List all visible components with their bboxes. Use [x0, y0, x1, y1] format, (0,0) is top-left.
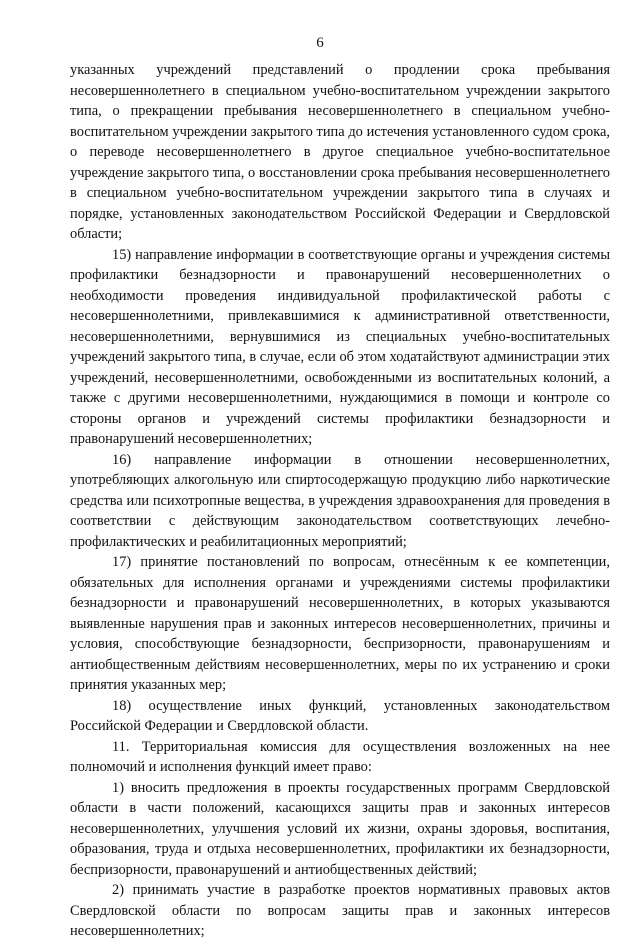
paragraph-item-15: 15) направление информации в соответствующие органы и учреждения системы профилактики безнадзорности и правонарушений несовершеннолетних о необходимости проведения индивидуальной профилактической работы с несовершеннолетними, привлекавшимися к административной ответственности, несовершеннолетними, вернувшимися из специальных учебно-воспитательных учреждений закрытого типа, в случае, если об этом ходатайствуют администрации этих учреждений, несовершеннолетними, освобожденными из воспитательных колоний, а также с другими несовершеннолетними, нуждающимися в помощи и контроле со стороны органов и учреждений системы профилактики безнадзорности и правонарушений несовершеннолетних; [70, 246, 610, 447]
document-body [70, 60, 610, 942]
paragraph-item-18: 18) осуществление иных функций, установленных законодательством Российской Федерации и Свердловской области. [70, 697, 610, 734]
paragraph-section-11: 11. Территориальная комиссия для осуществления возложенных на нее полномочий и исполнения функций имеет право: [70, 738, 610, 775]
page-number: 6 [316, 35, 324, 51]
paragraph-item-17: 17) принятие постановлений по вопросам, отнесённым к ее компетенции, обязательных для исполнения органами и учреждениями системы профилактики безнадзорности и правонарушений несовершеннолетних, в которых указываются выявленные нарушения прав и законных интересов несовершеннолетних, причины и условия, способствующие безнадзорности, беспризорности, правонарушениям и антиобщественным действиям несовершеннолетних, меры по их устранению и сроки принятия указанных мер; [70, 554, 610, 693]
paragraph-continuation: указанных учреждений представлений о продлении срока пребывания несовершеннолетнего в специальном учебно-воспитательном учреждении закрытого типа, о прекращении пребывания несовершеннолетнего в специальном учебно-воспитательном учреждении закрытого типа до истечения установленного судом срока, о переводе несовершеннолетнего в другое специальное учебно-воспитательное учреждение закрытого типа, о восстановлении срока пребывания несовершеннолетнего в специальном учебно-воспитательном учреждении закрытого типа в случаях и порядке, установленных законодательством Российской Федерации и Свердловской области; [70, 62, 610, 242]
paragraph-right-1: 1) вносить предложения в проекты государственных программ Свердловской области в части положений, касающихся защиты прав и законных интересов несовершеннолетних, улучшения условий их жизни, охраны здоровья, воспитания, образования, труда и отдыха несовершеннолетних, профилактики их безнадзорности, беспризорности, правонарушений и антиобщественных действий; [70, 779, 610, 878]
paragraph-right-2: 2) принимать участие в разработке проектов нормативных правовых актов Свердловской области по вопросам защиты прав и законных интересов несовершеннолетних; [70, 882, 610, 939]
paragraph-item-16: 16) направление информации в отношении несовершеннолетних, употребляющих алкогольную или спиртосодержащую продукцию либо наркотические средства или психотропные вещества, в учреждения здравоохранения для проведения в соответствии с действующим законодательством соответствующих лечебно-профилактических и реабилитационных мероприятий; [70, 451, 610, 550]
